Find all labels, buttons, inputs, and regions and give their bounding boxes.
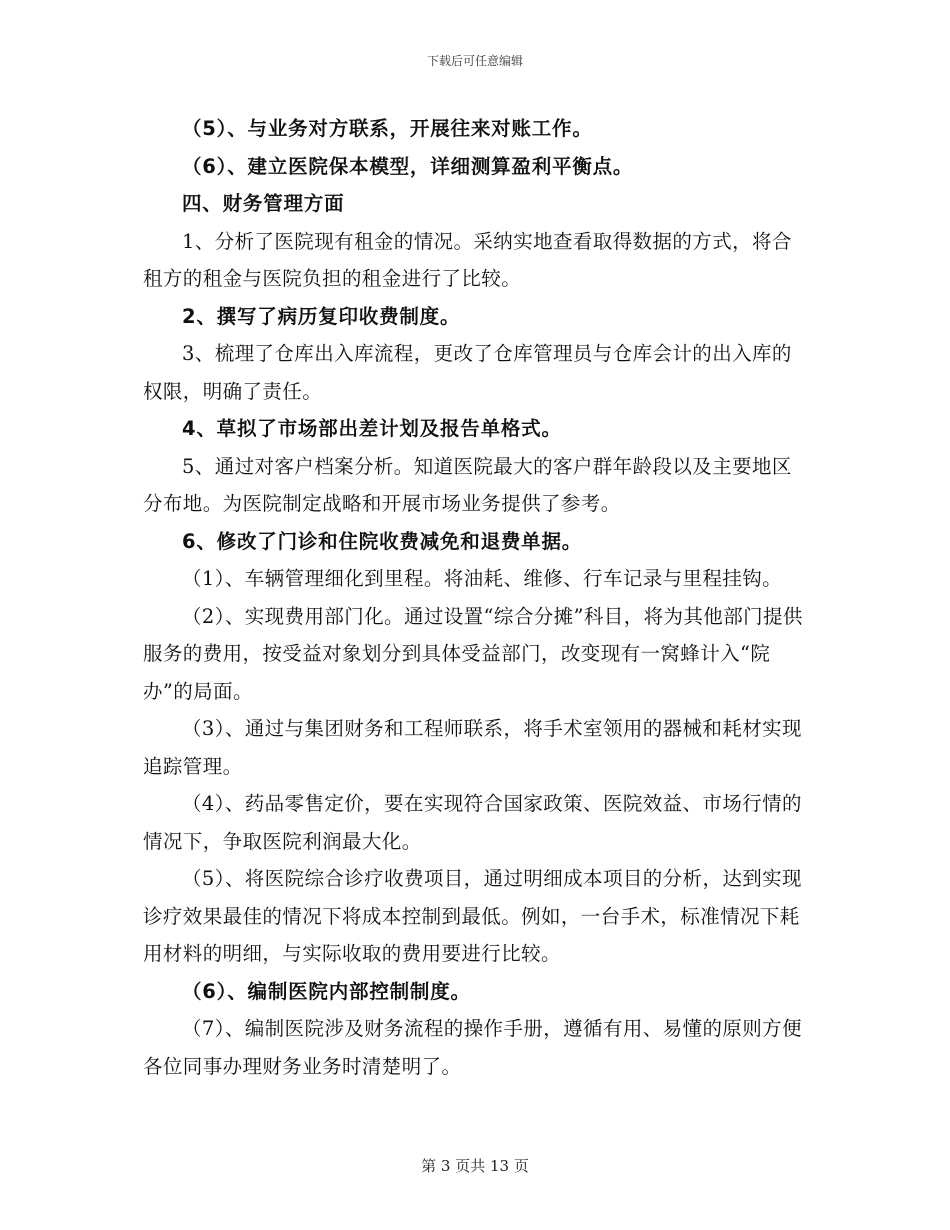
paragraph-5-customer-analysis: 5、通过对客户档案分析。知道医院最大的客户群年龄段以及主要地区分布地。为医院制定战略和开展市场业务提供了参考。 xyxy=(143,454,792,515)
sub-item-2-department-costs: （2）、实现费用部门化。通过设置“综合分摊”科目，将为其他部门提供服务的费用，按受益对象划分到具体受益部门，改变现有一窝蜂计入“院办”的局面。 xyxy=(143,604,803,703)
paragraph-6-fee-forms: 6、修改了门诊和住院收费减免和退费单据。 xyxy=(182,529,583,553)
sub-item-6-internal-control: （6）、编制医院内部控制制度。 xyxy=(182,979,471,1003)
page-header: 下载后可任意编辑 xyxy=(426,54,523,68)
paragraph-3-warehouse-flow: 3、梳理了仓库出入库流程，更改了仓库管理员与仓库会计的出入库的权限，明确了责任。 xyxy=(143,342,792,403)
paragraph-2-record-copy-fee: 2、撰写了病历复印收费制度。 xyxy=(182,304,461,328)
document-body xyxy=(143,110,811,1085)
sub-item-4-drug-pricing: （4）、药品零售定价，要在实现符合国家政策、医院效益、市场行情的情况下，争取医院利润最大化。 xyxy=(143,792,802,853)
page-footer: 第 3 页共 13 页 xyxy=(421,1157,529,1175)
sub-item-3-equipment-tracking: （3）、通过与集团财务和工程师联系，将手术室领用的器械和耗材实现追踪管理。 xyxy=(143,717,802,778)
paragraph-5-reconcile: （5）、与业务对方联系，开展往来对账工作。 xyxy=(182,117,593,140)
section-heading-finance-management: 四、财务管理方面 xyxy=(182,192,345,215)
sub-item-5-cost-control: （5）、将医院综合诊疗收费项目，通过明细成本项目的分析，达到实现诊疗效果最佳的情况下将成本控制到最低。例如，一台手术，标准情况下耗用材料的明细，与实际收取的费用要进行比较。 xyxy=(143,867,802,965)
paragraph-1-rent-analysis: 1、分析了医院现有租金的情况。采纳实地查看取得数据的方式，将合租方的租金与医院负担的租金进行了比较。 xyxy=(143,229,792,290)
sub-item-1-vehicle-management: （1）、车辆管理细化到里程。将油耗、维修、行车记录与里程挂钩。 xyxy=(182,567,783,590)
paragraph-4-travel-plan: 4、草拟了市场部出差计划及报告单格式。 xyxy=(182,417,562,440)
sub-item-7-operation-manual: （7）、编制医院涉及财务流程的操作手册，遵循有用、易懂的原则方便各位同事办理财务业务时清楚明了。 xyxy=(143,1017,802,1078)
paragraph-6-breakeven-model: （6）、建立医院保本模型，详细测算盈利平衡点。 xyxy=(182,154,634,178)
